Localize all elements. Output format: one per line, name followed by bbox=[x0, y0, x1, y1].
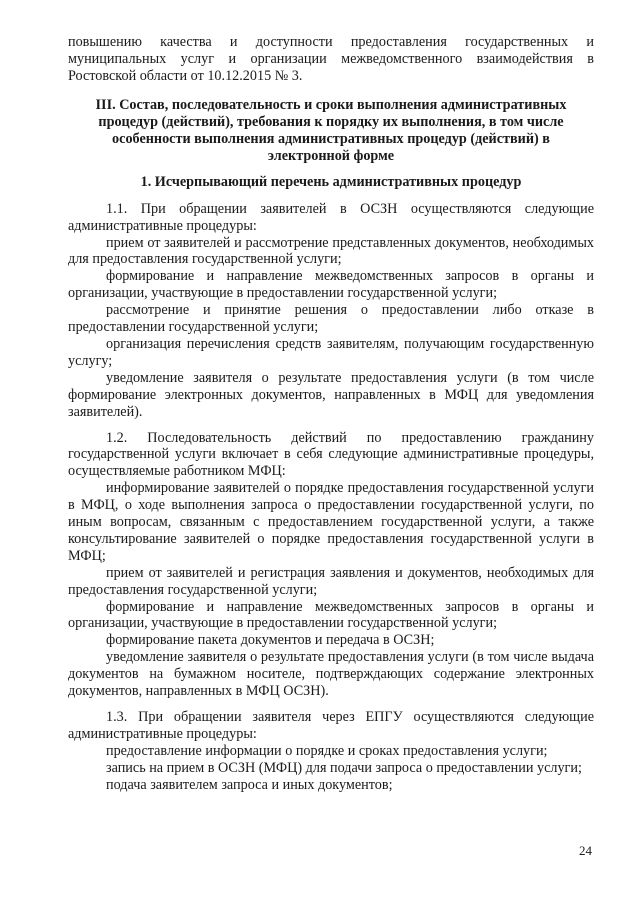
list-item: рассмотрение и принятие решения о предоставлении либо отказе в предоставлении государственной услуги; bbox=[68, 302, 594, 336]
paragraph-intro: 1.1. При обращении заявителей в ОСЗН осуществляются следующие административные процедуры: bbox=[68, 200, 594, 234]
list-item: формирование и направление межведомственных запросов в органы и организации, участвующие в предоставлении государственной услуги; bbox=[68, 268, 594, 302]
top-paragraph: повышению качества и доступности предоставления государственных и муниципальных услуг и организации межведомственного взаимодействия в Ростовской области от 10.12.2015 № 3. bbox=[68, 34, 594, 84]
list-item: запись на прием в ОСЗН (МФЦ) для подачи запроса о предоставлении услуги; bbox=[106, 759, 582, 776]
document-page bbox=[68, 34, 594, 794]
list-item: формирование пакета документов и передача в ОСЗН; bbox=[106, 632, 435, 649]
list-item: прием от заявителей и рассмотрение представленных документов, необходимых для предоставления государственной услуги; bbox=[68, 234, 594, 268]
list-item: уведомление заявителя о результате предоставления услуги (в том числе выдача документов на бумажном носителе, подтверждающих содержание электронных документов, направленных в МФЦ ОСЗН). bbox=[68, 649, 594, 700]
section-heading: III. Состав, последовательность и сроки выполнения административных процедур (действий), требования к порядку их выполнения, в том числе особенности выполнения административных процедур (действий) в электронной форме bbox=[95, 96, 567, 164]
page-number: 24 bbox=[579, 843, 592, 858]
list-item: подача заявителем запроса и иных документов; bbox=[106, 776, 393, 793]
paragraph-intro: 1.2. Последовательность действий по предоставлению гражданину государственной услуги включает в себя следующие административные процедуры, осуществляемые работником МФЦ: bbox=[68, 429, 594, 480]
subheading: 1. Исчерпывающий перечень административных процедур bbox=[140, 173, 522, 190]
paragraph-intro: 1.3. При обращении заявителя через ЕПГУ осуществляются следующие административные процедуры: bbox=[68, 709, 594, 742]
paragraph-1-1 bbox=[68, 201, 594, 421]
list-item: уведомление заявителя о результате предоставления услуги (в том числе формирование электронных документов, направленных в МФЦ для уведомления заявителей). bbox=[68, 369, 594, 420]
list-item: формирование и направление межведомственных запросов в органы и организации, участвующие в предоставлении государственной услуги; bbox=[68, 598, 594, 632]
paragraph-1-2 bbox=[68, 430, 594, 701]
paragraph-1-3 bbox=[68, 709, 594, 794]
list-item: прием от заявителей и регистрация заявления и документов, необходимых для предоставления государственной услуги; bbox=[68, 564, 594, 598]
list-item: организация перечисления средств заявителям, получающим государственную услугу; bbox=[68, 335, 594, 369]
list-item: предоставление информации о порядке и сроках предоставления услуги; bbox=[106, 742, 548, 759]
list-item: информирование заявителей о порядке предоставления государственной услуги в МФЦ, о ходе выполнения запроса о предоставлении государственной услуги, по иным вопросам, связанным с предоставлением государственной услуги, а также консультирование заявителей о порядке предоставления государственной услуги в МФЦ; bbox=[68, 480, 594, 564]
